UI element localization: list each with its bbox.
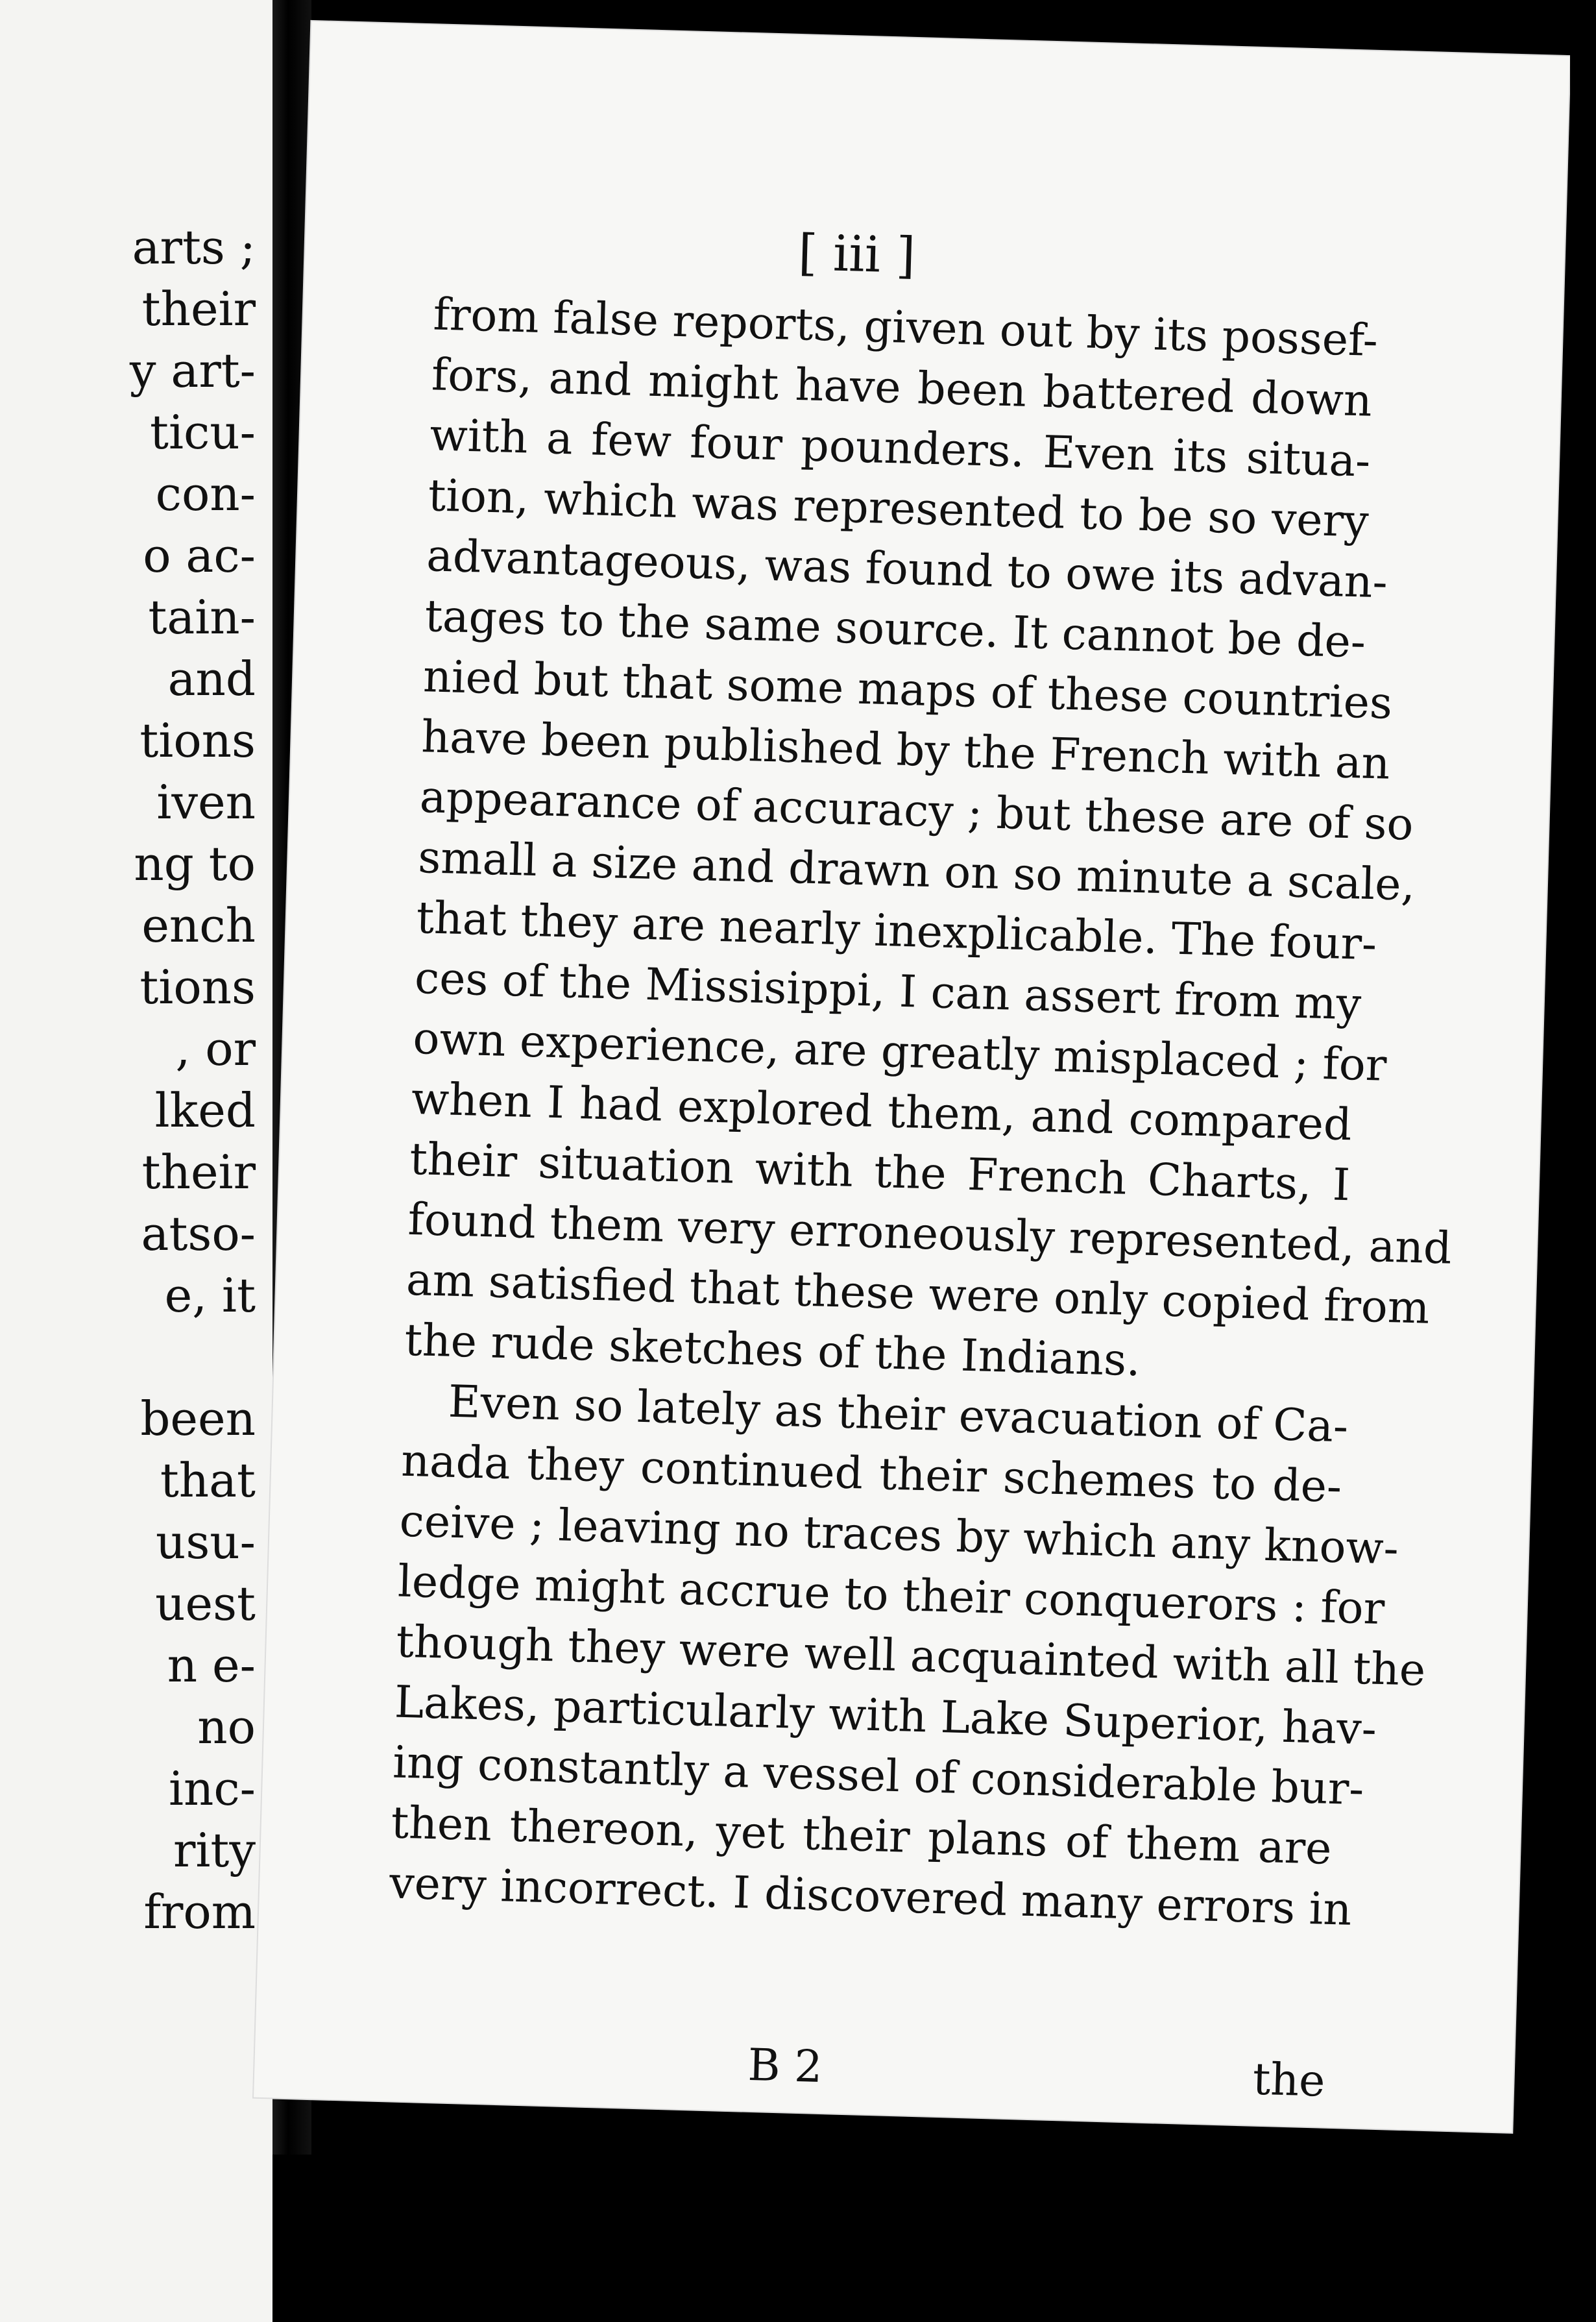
body-text xyxy=(389,284,1453,1940)
text-line: own experience, are greatly misplaced ; for xyxy=(412,1012,1388,1092)
text-line: tion, which was represented to be so very xyxy=(427,470,1370,548)
left-page-line: inc- xyxy=(168,1761,256,1816)
text-line: though they were well acquainted with all the xyxy=(395,1616,1427,1696)
text-line: then thereon, yet their plans of them are xyxy=(390,1797,1333,1875)
left-page-line: tions xyxy=(139,960,256,1014)
left-page-line: tions xyxy=(139,713,256,768)
page-footer xyxy=(383,2029,1325,2120)
left-page-line: been xyxy=(140,1391,256,1446)
paragraph-2 xyxy=(389,1371,1427,1940)
text-line: that they are nearly inexplicable. The four- xyxy=(415,892,1378,971)
signature-mark: B 2 xyxy=(747,2039,823,2094)
left-page-line: uest xyxy=(155,1576,256,1631)
left-page-line: lked xyxy=(154,1083,256,1138)
text-line: nied but that some maps of these countries xyxy=(422,651,1393,729)
catchword: the xyxy=(1251,2053,1326,2107)
left-page-line: arts ; xyxy=(132,220,256,275)
main-page xyxy=(254,21,1570,2133)
text-line: found them very erroneously represented, and xyxy=(407,1193,1453,1275)
text-line: fors, and might have been battered down xyxy=(431,349,1373,427)
text-line: appearance of accuracy ; but these are of so xyxy=(418,772,1414,851)
left-page-line: from xyxy=(143,1885,256,1939)
text-line: nada they continued their schemes to de- xyxy=(400,1435,1343,1513)
left-page-line: o ac- xyxy=(143,528,256,583)
text-line: ceive ; leaving no traces by which any know- xyxy=(398,1495,1399,1575)
left-page-line: ng to xyxy=(134,837,256,891)
text-line: have been published by the French with an xyxy=(420,711,1391,790)
text-line: the rude sketches of the Indians. xyxy=(404,1314,1141,1387)
text-line: Even so lately as their evacuation of Ca- xyxy=(447,1376,1349,1453)
text-line: advantageous, was found to owe its advan- xyxy=(426,530,1388,609)
left-page-line: con- xyxy=(155,467,256,521)
text-line: small a size and drawn on so minute a scale, xyxy=(417,832,1416,911)
paragraph-1 xyxy=(404,284,1453,1397)
left-page-line: , or xyxy=(175,1021,256,1076)
text-line: when I had explored them, and compared xyxy=(410,1073,1353,1151)
text-line: very incorrect. I discovered many errors in xyxy=(389,1857,1353,1936)
text-line: Lakes, particularly with Lake Superior, hav- xyxy=(394,1676,1377,1755)
text-line: with a few four pounders. Even its situa- xyxy=(429,409,1372,487)
left-page-line: y art- xyxy=(129,343,256,398)
left-page-line: rity xyxy=(173,1823,256,1877)
text-line: tages to the same source. It cannot be de- xyxy=(424,591,1366,668)
left-page-line: that xyxy=(160,1453,256,1508)
left-page-line: usu- xyxy=(155,1515,256,1569)
page-number-header: [ iii ] xyxy=(797,223,917,285)
left-facing-page xyxy=(0,0,272,2322)
left-page-line: atso- xyxy=(141,1206,256,1261)
left-page-line: e, it xyxy=(164,1268,256,1323)
text-line: am satisfied that these were only copied from xyxy=(405,1254,1431,1334)
left-page-line: ench xyxy=(141,898,256,953)
left-page-line: n e- xyxy=(167,1638,256,1693)
left-page-line: and xyxy=(167,652,256,706)
left-page-line: iven xyxy=(156,775,256,829)
background-shadow xyxy=(272,2155,1596,2322)
text-line: ledge might accrue to their conquerors : for xyxy=(397,1556,1386,1635)
background-edge xyxy=(1570,0,1596,2322)
left-page-line: their xyxy=(141,1145,256,1199)
text-line: ces of the Missisippi, I can assert from my xyxy=(414,952,1362,1031)
text-line: their situation with the French Charts, I xyxy=(409,1133,1351,1212)
text-line: ing constantly a vessel of considerable bur- xyxy=(392,1737,1365,1816)
text-line: from false reports, given out by its possef- xyxy=(432,289,1379,367)
left-page-line: ticu- xyxy=(150,405,256,459)
left-page-line: no xyxy=(197,1700,256,1754)
left-page-line: their xyxy=(141,282,256,336)
left-page-line: tain- xyxy=(148,590,256,644)
